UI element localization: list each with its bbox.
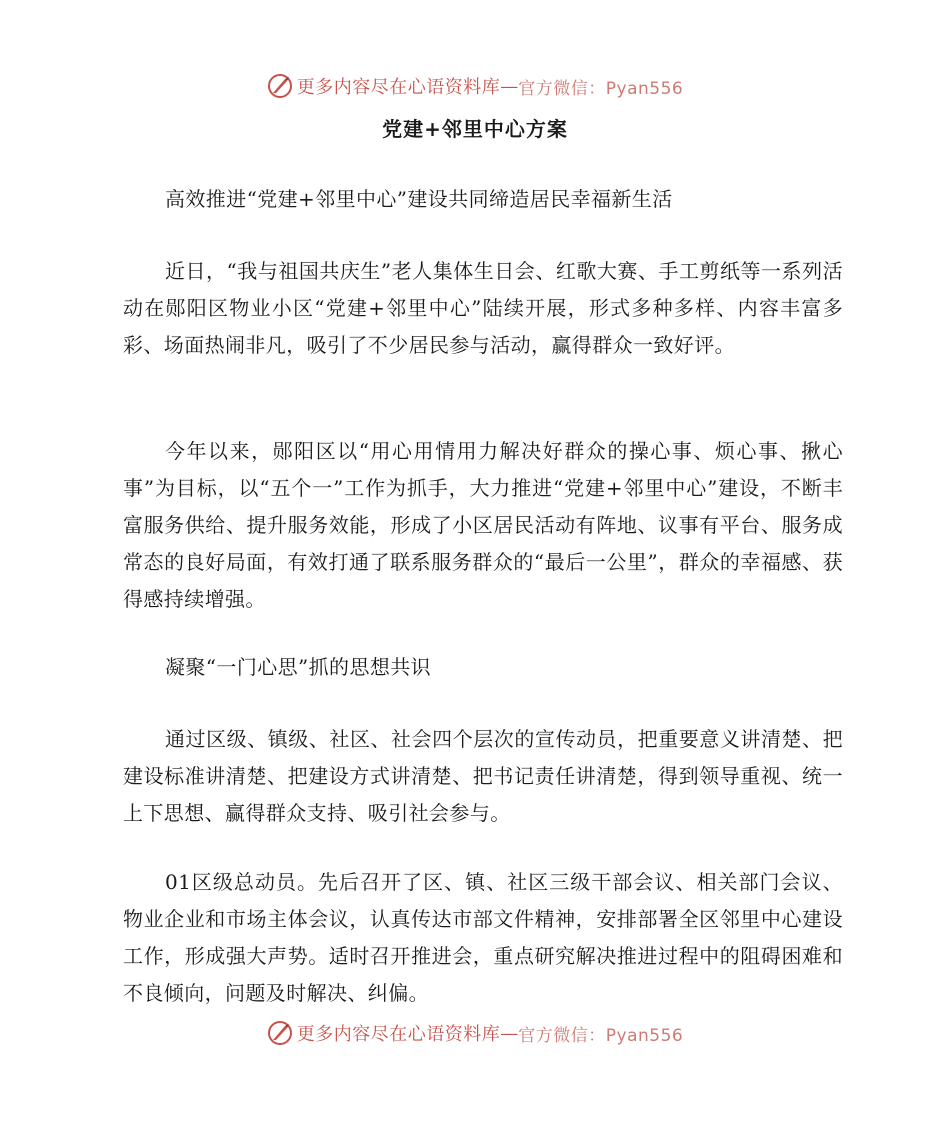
subtitle-paragraph: 高效推进“党建+邻里中心”建设共同缔造居民幸福新生活 (165, 187, 673, 211)
section-heading: 凝聚“一门心思”抓的思想共识 (165, 655, 432, 679)
body-paragraph-2: 今年以来，郧阳区以“用心用情用力解决好群众的操心事、烦心事、揪心事”为目标，以“五个一”工作为抓手，大力推进“党建+邻里中心”建设，不断丰富服务供给、提升服务效能，形成了小区居民活动有阵地、议事有平台、服务成常态的良好局面，有效打通了联系服务群众的“最后一公里”，群众的幸福感、获得感持续增强。 (123, 439, 843, 611)
watermark-main-text: 更多内容尽在心语资料库 (296, 1024, 501, 1045)
body-paragraph-3: 通过区级、镇级、社区、社会四个层次的宣传动员，把重要意义讲清楚、把建设标准讲清楚、把建设方式讲清楚、把书记责任讲清楚，得到领导重视、统一上下思想、赢得群众支持、吸引社会参与。 (123, 727, 843, 825)
watermark-separator: — (500, 75, 519, 97)
watermark-main-text: 更多内容尽在心语资料库 (296, 77, 501, 98)
watermark-wechat-text: 官方微信：Pyan556 (518, 1025, 684, 1046)
watermark-wechat-text: 官方微信：Pyan556 (518, 78, 684, 99)
document-title: 党建+邻里中心方案 (382, 117, 568, 141)
body-paragraph-4: 01区级总动员。先后召开了区、镇、社区三级干部会议、相关部门会议、物业企业和市场主体会议，认真传达市部文件精神，安排部署全区邻里中心建设工作，形成强大声势。适时召开推进会，重点研究解决推进过程中的阻碍困难和不良倾向，问题及时解决、纠偏。 (123, 870, 843, 1005)
header-watermark (0, 71, 950, 101)
watermark-separator: — (500, 1022, 519, 1044)
body-paragraph-1: 近日，“我与祖国共庆生”老人集体生日会、红歌大赛、手工剪纸等一系列活动在郧阳区物业小区“党建+邻里中心”陆续开展，形式多种多样、内容丰富多彩、场面热闹非凡，吸引了不少居民参与活动，赢得群众一致好评。 (123, 259, 843, 357)
quill-logo-icon (267, 73, 293, 99)
footer-watermark (0, 1018, 950, 1048)
quill-logo-icon (267, 1020, 293, 1046)
